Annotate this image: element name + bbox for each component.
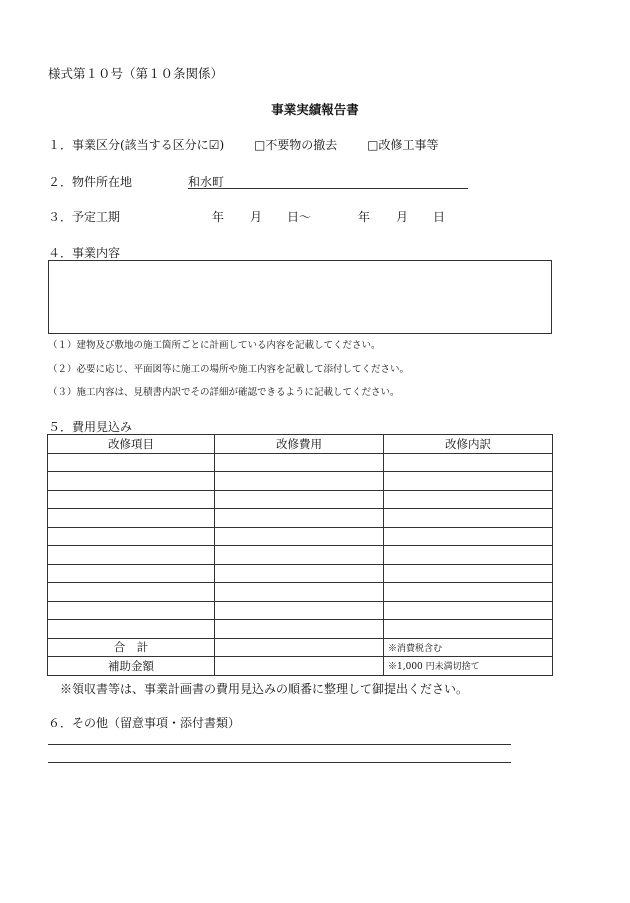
cell[interactable] xyxy=(48,527,215,546)
end-year-label: 年 xyxy=(358,210,371,224)
other-line-1[interactable] xyxy=(48,744,511,745)
section-1-close: ) xyxy=(219,138,225,152)
note-2: （２）必要に応じ、平面図等に施工の場所や施工内容を記載して添付してください。 xyxy=(48,364,410,375)
cell[interactable] xyxy=(48,583,215,602)
section-1-label: １．事業区分(該当する区分に xyxy=(48,138,209,152)
cell[interactable] xyxy=(384,583,553,602)
table-row xyxy=(48,490,553,509)
cell[interactable] xyxy=(215,453,384,472)
business-content-box[interactable] xyxy=(48,260,552,334)
cost-estimate-table xyxy=(47,434,553,676)
table-row xyxy=(48,472,553,491)
table-row xyxy=(48,546,553,565)
cell[interactable] xyxy=(48,472,215,491)
checkbox-checked-icon[interactable]: ☑ xyxy=(208,138,220,152)
cell[interactable] xyxy=(384,453,553,472)
cell[interactable] xyxy=(215,564,384,583)
document-title: 事業実績報告書 xyxy=(271,102,359,117)
subsidy-note: ※1,000 円未満切捨て xyxy=(384,657,553,676)
cell[interactable] xyxy=(48,546,215,565)
section-5-label: ５．費用見込み xyxy=(48,420,133,434)
table-row xyxy=(48,453,553,472)
header-cost: 改修費用 xyxy=(215,435,384,454)
option-renovation-work[interactable]: □改修工事等 xyxy=(367,138,439,152)
note-3: （３）施工内容は、見積書内訳でその詳細が確認できるように記載してください。 xyxy=(48,387,400,398)
cell[interactable] xyxy=(48,620,215,639)
section-4-label: ４．事業内容 xyxy=(48,246,121,260)
start-day-label: 日～ xyxy=(287,210,312,224)
cell[interactable] xyxy=(215,601,384,620)
note-1: （１）建物及び敷地の施工箇所ごとに計画している内容を記載してください。 xyxy=(48,340,381,351)
cell[interactable] xyxy=(384,490,553,509)
receipt-note: ※領収書等は、事業計画書の費用見込みの順番に整理して御提出ください。 xyxy=(60,682,469,696)
cell[interactable] xyxy=(48,453,215,472)
subsidy-label: 補助金額 xyxy=(48,657,215,676)
property-address-value: 和水町 xyxy=(188,175,225,189)
cell[interactable] xyxy=(384,509,553,528)
cell[interactable] xyxy=(215,620,384,639)
cell[interactable] xyxy=(48,490,215,509)
cell[interactable] xyxy=(215,546,384,565)
cell[interactable] xyxy=(215,490,384,509)
subsidy-cost-cell[interactable] xyxy=(215,657,384,676)
cell[interactable] xyxy=(384,620,553,639)
cell[interactable] xyxy=(384,546,553,565)
table-header-row xyxy=(48,435,553,454)
section-1-business-category xyxy=(48,136,438,153)
cell[interactable] xyxy=(384,564,553,583)
cell[interactable] xyxy=(215,527,384,546)
cell[interactable] xyxy=(215,509,384,528)
section-6-label: ６．その他（留意事項・添付書類） xyxy=(48,716,241,730)
table-row xyxy=(48,509,553,528)
subsidy-row xyxy=(48,657,553,676)
table-row xyxy=(48,564,553,583)
section-2-label: ２．物件所在地 xyxy=(48,175,133,189)
cell[interactable] xyxy=(384,472,553,491)
cell[interactable] xyxy=(215,583,384,602)
header-item: 改修項目 xyxy=(48,435,215,454)
table-row xyxy=(48,583,553,602)
cell[interactable] xyxy=(384,527,553,546)
cell[interactable] xyxy=(384,601,553,620)
section-3-label: ３．予定工期 xyxy=(48,210,121,224)
table-row xyxy=(48,527,553,546)
total-note: ※消費税含む xyxy=(384,638,553,657)
end-day-label: 日 xyxy=(433,210,446,224)
total-cost-cell[interactable] xyxy=(215,638,384,657)
cell[interactable] xyxy=(48,601,215,620)
cell[interactable] xyxy=(48,564,215,583)
option-unneeded-removal[interactable]: □不要物の撤去 xyxy=(253,138,338,152)
form-number: 様式第１０号（第１０条関係） xyxy=(48,66,224,81)
start-month-label: 月 xyxy=(250,210,263,224)
total-row xyxy=(48,638,553,657)
end-month-label: 月 xyxy=(396,210,409,224)
table-row xyxy=(48,601,553,620)
property-address-field[interactable] xyxy=(188,173,468,189)
cell[interactable] xyxy=(48,509,215,528)
other-line-2[interactable] xyxy=(48,762,511,763)
total-label: 合 計 xyxy=(48,638,215,657)
start-year-label: 年 xyxy=(212,210,225,224)
cell[interactable] xyxy=(215,472,384,491)
header-breakdown: 改修内訳 xyxy=(384,435,553,454)
table-row xyxy=(48,620,553,639)
